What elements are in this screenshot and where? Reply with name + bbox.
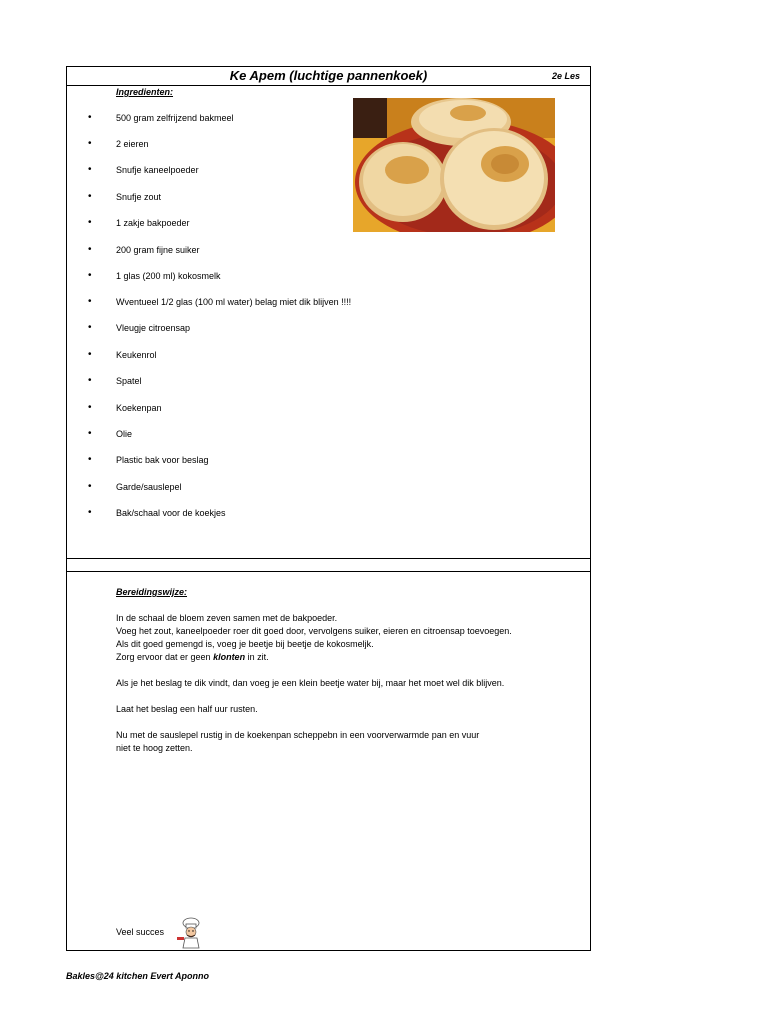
list-item: • 1 zakje bakpoeder	[88, 217, 190, 228]
recipe-frame	[66, 66, 591, 951]
list-item: • 200 gram fijne suiker	[88, 244, 200, 255]
step-line: Zorg ervoor dat er geen klonten in zit.	[116, 652, 269, 662]
bullet-icon: •	[88, 349, 92, 360]
list-item: • Olie	[88, 428, 133, 439]
bullet-icon: •	[88, 244, 92, 255]
pancake-photo	[353, 98, 555, 232]
step-line: In de schaal de bloem zeven samen met de bakpoeder.	[116, 613, 338, 623]
bullet-icon: •	[88, 481, 92, 492]
step-line: Nu met de sauslepel rustig in de koekenpan scheppebn in een voorverwarmde pan en vuur	[116, 730, 480, 740]
list-item: • Vleugje citroensap	[88, 322, 191, 333]
list-item: • Plastic bak voor beslag	[88, 454, 209, 465]
bullet-icon: •	[88, 507, 92, 518]
bullet-icon: •	[88, 402, 92, 413]
list-item: • Wventueel 1/2 glas (100 ml water) belag miet dik blijven !!!!	[88, 296, 352, 307]
step-paragraph	[116, 612, 576, 664]
bullet-icon: •	[88, 454, 92, 465]
bullet-icon: •	[88, 112, 92, 123]
lesson-label: 2e Les	[551, 71, 580, 81]
step-paragraph	[116, 703, 576, 716]
ingredients-heading: Ingredienten:	[116, 87, 174, 97]
emphasis-klonten: klonten	[213, 652, 246, 662]
bullet-icon: •	[88, 296, 92, 307]
step-line: Laat het beslag een half uur rusten.	[116, 704, 258, 714]
list-item: • 1 glas (200 ml) kokosmelk	[88, 270, 221, 281]
bullet-icon: •	[88, 138, 92, 149]
list-item: • Garde/sauslepel	[88, 481, 182, 492]
list-item: • Bak/schaal voor de koekjes	[88, 507, 226, 518]
list-item: • Snufje kaneelpoeder	[88, 164, 199, 175]
bullet-icon: •	[88, 164, 92, 175]
step-line: niet te hoog zetten.	[116, 743, 193, 753]
bullet-icon: •	[88, 428, 92, 439]
bullet-icon: •	[88, 270, 92, 281]
list-item: • Snufje zout	[88, 191, 162, 202]
list-item: • Spatel	[88, 375, 142, 386]
preparation-heading: Bereidingswijze:	[116, 587, 188, 597]
list-item: • 500 gram zelfrijzend bakmeel	[88, 112, 234, 123]
section-divider	[67, 571, 590, 572]
section-divider	[67, 558, 590, 559]
step-paragraph	[116, 677, 576, 690]
list-item: • 2 eieren	[88, 138, 149, 149]
bullet-icon: •	[88, 375, 92, 386]
list-item: • Keukenrol	[88, 349, 157, 360]
bullet-icon: •	[88, 217, 92, 228]
chef-icon	[175, 917, 205, 949]
preparation-steps	[116, 612, 576, 768]
bullet-icon: •	[88, 322, 92, 333]
closing-text: Veel succes	[116, 927, 165, 937]
list-item: • Koekenpan	[88, 402, 162, 413]
step-line: Voeg het zout, kaneelpoeder roer dit goed door, vervolgens suiker, eieren en citroensap toevoegen.	[116, 626, 512, 636]
bullet-icon: •	[88, 191, 92, 202]
step-paragraph	[116, 729, 576, 755]
title-row	[67, 67, 590, 86]
footer-credit: Bakles@24 kitchen Evert Aponno	[66, 971, 209, 981]
recipe-title: Ke Apem (luchtige pannenkoek)	[229, 68, 428, 83]
step-line: Als je het beslag te dik vindt, dan voeg je een klein beetje water bij, maar het moet wel dik blijven.	[116, 678, 505, 688]
step-line: Als dit goed gemengd is, voeg je beetje bij beetje de kokosmeljk.	[116, 639, 374, 649]
